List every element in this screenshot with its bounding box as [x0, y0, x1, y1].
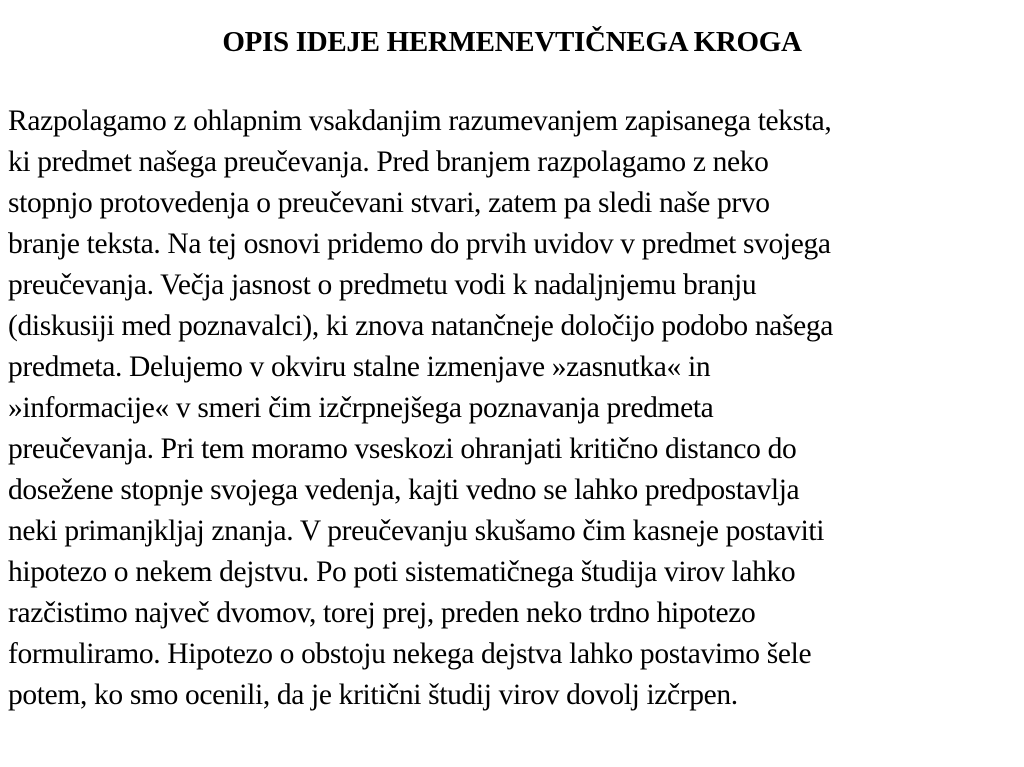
text-line: potem, ko smo ocenili, da je kritični študij virov dovolj izčrpen. — [8, 679, 738, 711]
page-title: OPIS IDEJE HERMENEVTIČNEGA KROGA — [222, 26, 802, 58]
text-line: predmeta. Delujemo v okviru stalne izmenjave »zasnutka« in — [8, 351, 711, 383]
text-line: »informacije« v smeri čim izčrpnejšega poznavanja predmeta — [8, 392, 714, 424]
text-line: hipotezo o nekem dejstvu. Po poti sistematičnega študija virov lahko — [8, 556, 796, 588]
text-line: formuliramo. Hipotezo o obstoju nekega dejstva lahko postavimo šele — [8, 638, 812, 670]
text-line: (diskusiji med poznavalci), ki znova natančneje določijo podobo našega — [8, 310, 834, 342]
text-line: preučevanja. Večja jasnost o predmetu vodi k nadaljnjemu branju — [8, 269, 757, 301]
text-line: neki primanjkljaj znanja. V preučevanju skušamo čim kasneje postaviti — [8, 515, 825, 547]
text-line: preučevanja. Pri tem moramo vseskozi ohranjati kritično distanco do — [8, 433, 797, 465]
body-paragraph — [8, 101, 1018, 716]
text-line: branje teksta. Na tej osnovi pridemo do prvih uvidov v predmet svojega — [8, 228, 831, 260]
text-line: ki predmet našega preučevanja. Pred branjem razpolagamo z neko — [8, 146, 769, 178]
text-line: dosežene stopnje svojega vedenja, kajti vedno se lahko predpostavlja — [8, 474, 800, 506]
text-line: stopnjo protovedenja o preučevani stvari, zatem pa sledi naše prvo — [8, 187, 770, 219]
text-line: razčistimo največ dvomov, torej prej, preden neko trdno hipotezo — [8, 597, 756, 629]
text-line: Razpolagamo z ohlapnim vsakdanjim razumevanjem zapisanega teksta, — [8, 105, 832, 137]
